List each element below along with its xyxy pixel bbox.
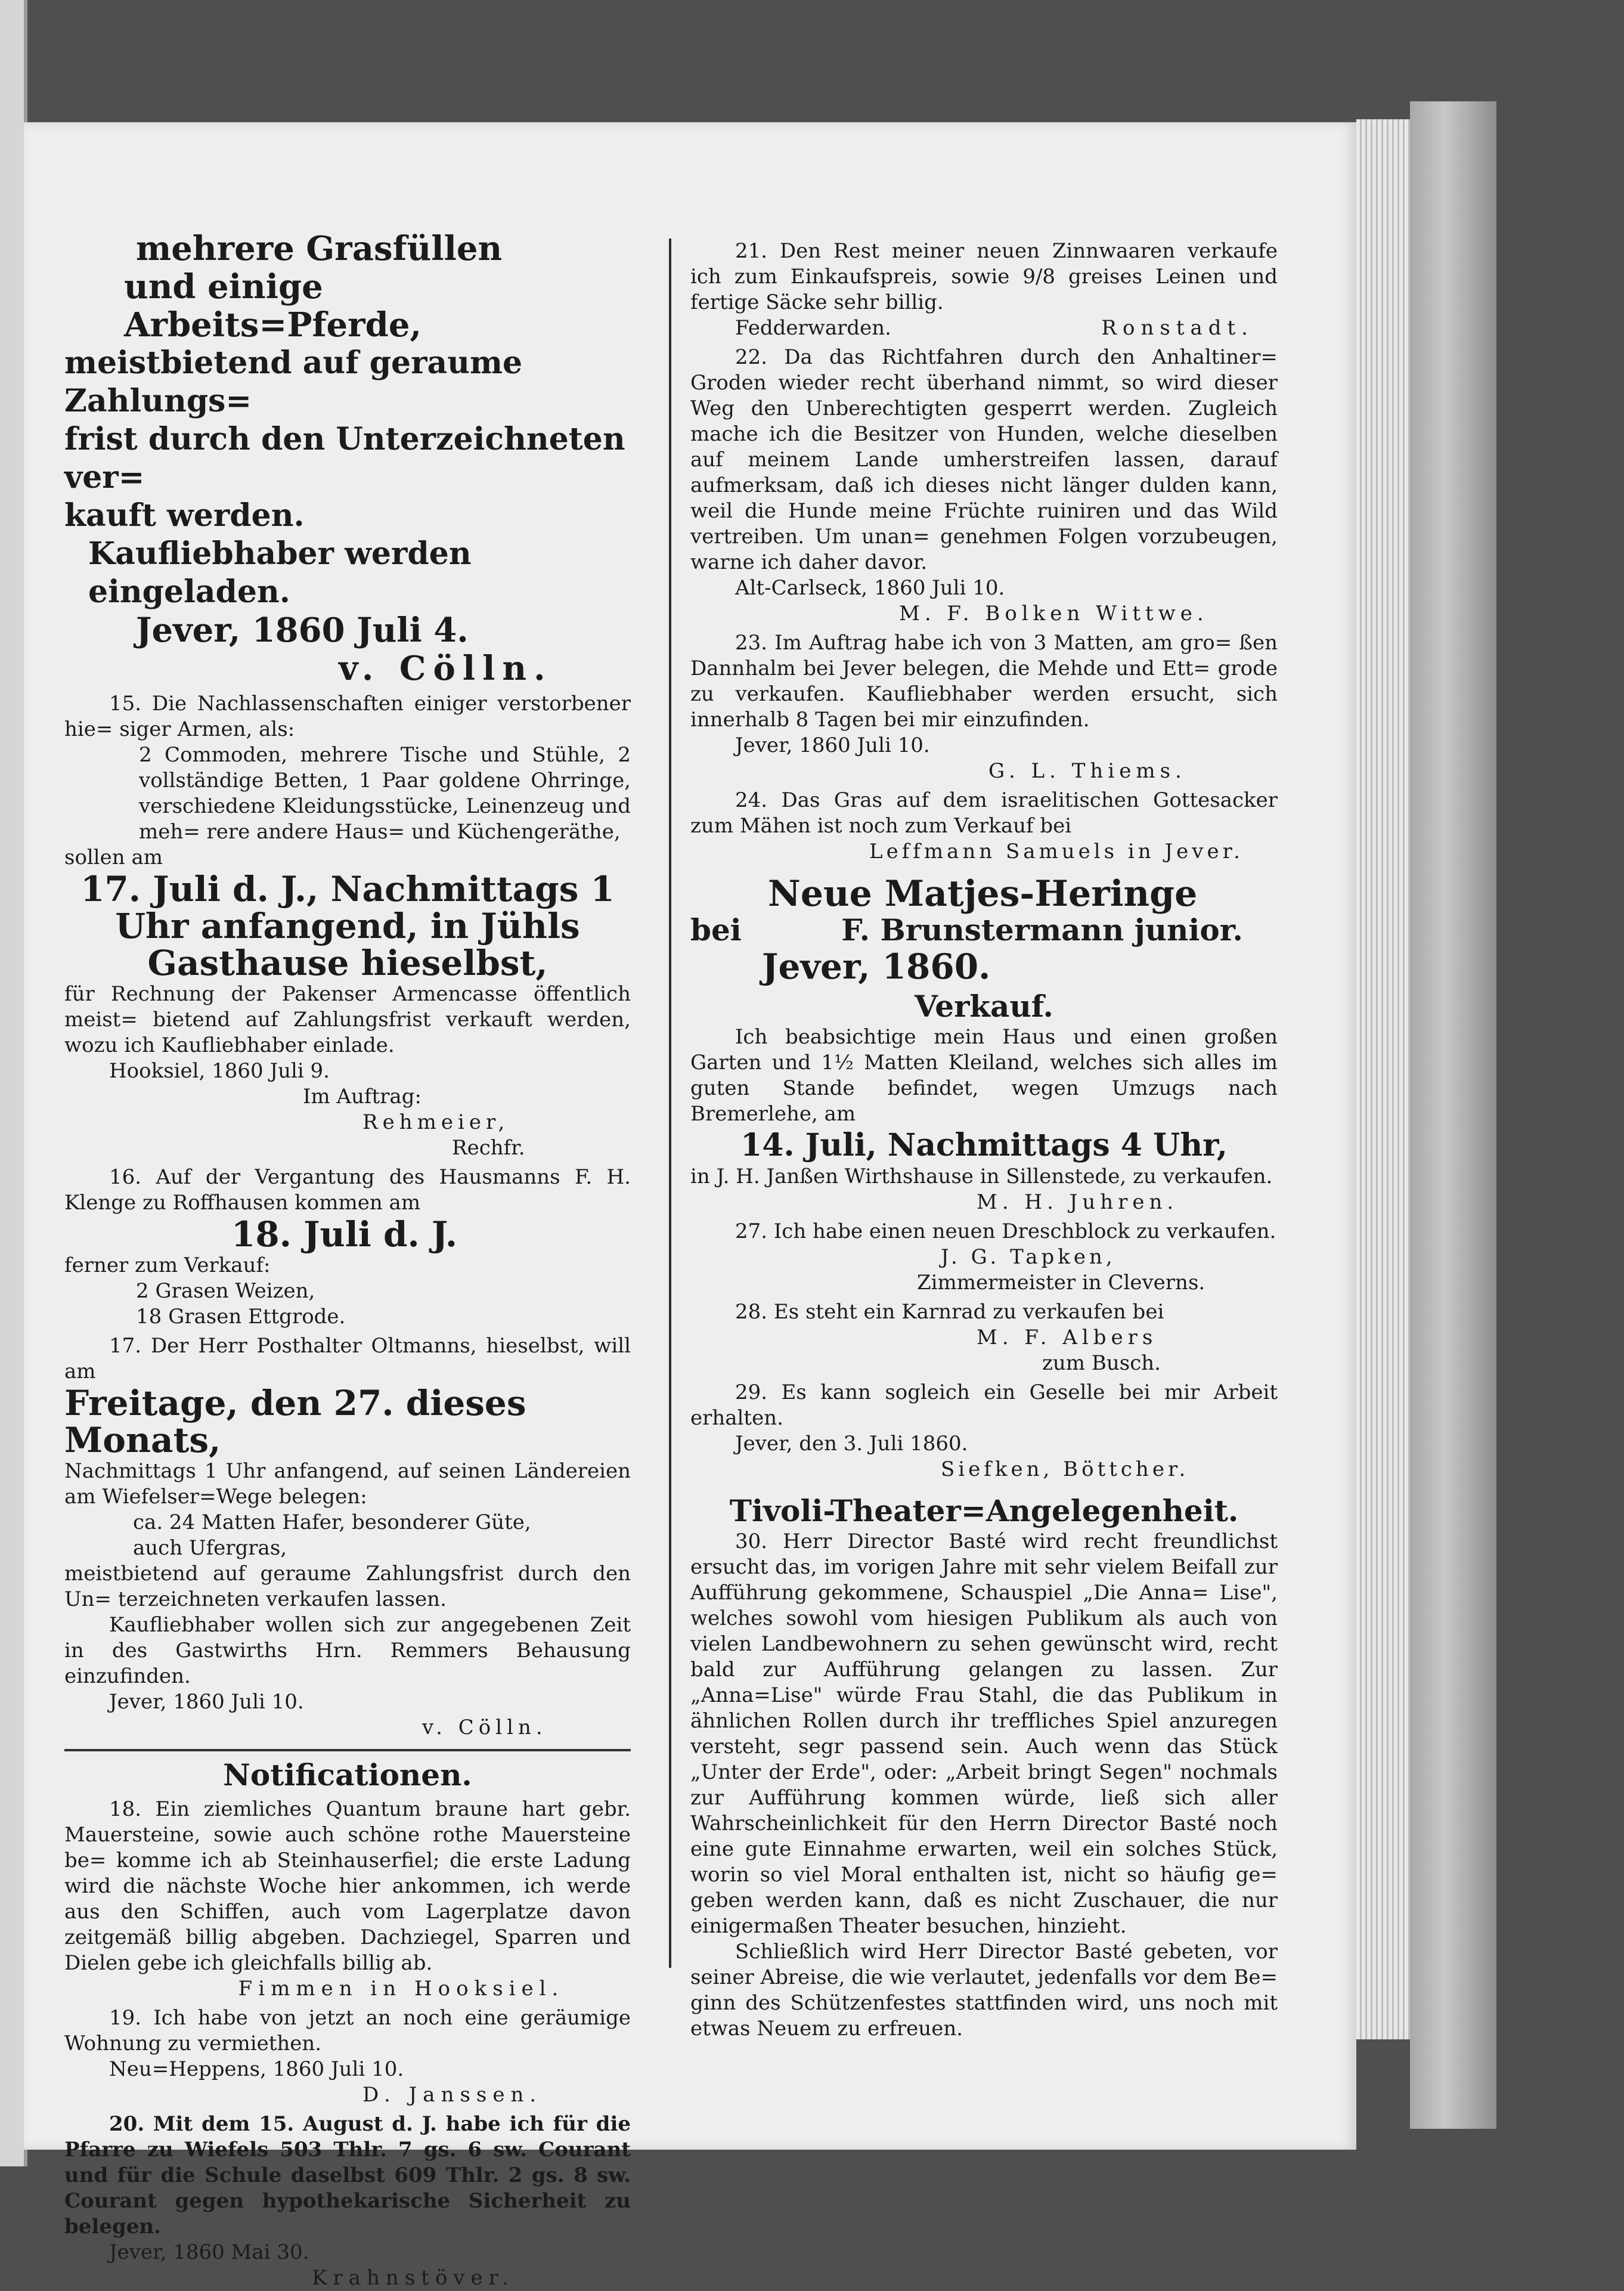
notice-29 bbox=[690, 1380, 1278, 1482]
notificationen-heading: Notificationen. bbox=[223, 1757, 472, 1792]
notice-signature: v. Cölln. bbox=[422, 1716, 547, 1739]
notice-intro: 17. Der Herr Posthalter Oltmanns, hieselbst, will am bbox=[64, 1334, 631, 1383]
notice-date: 18. Juli d. J. bbox=[231, 1214, 458, 1255]
notice-body: 30. Herr Director Basté wird recht freundlichst ersucht das, im vorigen Jahre mit sehr vielem Beifall zur Aufführung gekommene, Schauspiel „Die Anna= Lise", welches sowohl vom hiesigen Publikum als auch von vielen Landbewohnern zu sehen gewünscht wird, recht bald zur Aufführung gelangen zu lassen. Zur „Anna=Lise" würde Frau Stahl, die das Publikum in ähnlichen Rollen durch ihr treffliches Spiel anzuregen versteht, segr passend sein. Auch wenn das Stück „Unter der Erde", oder: „Arbeit bringt Segen" nochmals zur Aufführung kommen würde, ließ sich aller Wahrscheinlichkeit für den Herrn Director Basté noch eine gute Einnahme erwarten, weil ein solches Stück, worin so viel Moral enthalten ist, nicht so häufig ge= geben werden kann, daß es nicht Zuschauer, die nur einigermaßen Theater besuchen, hinzieht. bbox=[690, 1530, 1278, 1938]
right-column bbox=[690, 239, 1278, 2042]
notice-line: und einige Arbeits=Pferde, bbox=[124, 267, 422, 345]
notice-intro: 16. Auf der Vergantung des Hausmanns F. H. Klenge zu Roffhausen kommen am bbox=[64, 1165, 631, 1215]
heringe-title: Neue Matjes-Heringe bbox=[768, 873, 1198, 915]
notice-role: zum Busch. bbox=[1042, 1351, 1161, 1375]
notice-date: Freitage, den 27. dieses Monats, bbox=[64, 1383, 526, 1460]
notice-23 bbox=[690, 630, 1278, 784]
notice-place: Alt-Carlseck, 1860 Juli 10. bbox=[735, 576, 1005, 600]
notice-line: Kaufliebhaber werden eingeladen. bbox=[88, 535, 472, 610]
notice-body: meistbietend auf geraume Zahlungsfrist durch den Un= terzeichneten verkaufen lassen. bbox=[64, 1562, 631, 1611]
notice-body: Nachmittags 1 Uhr anfangend, auf seinen Ländereien am Wiefelser=Wege belegen: bbox=[64, 1459, 631, 1509]
notice-body: 24. Das Gras auf dem israelitischen Gottesacker zum Mähen ist noch zum Verkauf bei bbox=[690, 788, 1278, 838]
notice-signature: Fimmen in Hooksiel. bbox=[238, 1977, 565, 2001]
notice-line: mehrere Grasfüllen bbox=[136, 229, 503, 268]
notice-body: 22. Da das Richtfahren durch den Anhaltiner= Groden wieder recht überhand nimmt, so wird dieser Weg den Unberechtigten gesperrt werden. Zugleich mache ich die Besitzer von Hunden, welche dieselben auf meinem Lande umherstreifen lassen, darauf aufmerksam, daß ich dieses nicht länger dulden kann, weil die Hunde meine Früchte ruiniren und das Wild vertreiben. Um unan= genehmen Folgen vorzubeugen, warne ich daher davor. bbox=[690, 345, 1278, 574]
notice-body: 28. Es steht ein Karnrad zu verkaufen bei bbox=[735, 1300, 1164, 1324]
notice-place: Jever, 1860 Mai 30. bbox=[109, 2240, 309, 2264]
notice-signature: v. Cölln. bbox=[339, 649, 553, 688]
notice-signature: Rehmeier, bbox=[362, 1110, 510, 1134]
notice-27 bbox=[690, 1219, 1278, 1296]
notice-body: Schließlich wird Herr Director Basté gebeten, vor seiner Abreise, die wie verlautet, jedenfalls vor dem Be= ginn des Schützenfestes stattfinden wird, uns noch mit etwas Neuem zu erfreuen. bbox=[690, 1940, 1278, 2041]
notice-place: Hooksiel, 1860 Juli 9. bbox=[109, 1059, 330, 1083]
notice-am: sollen am bbox=[64, 846, 163, 869]
notice-24 bbox=[690, 788, 1278, 865]
notice-place: Jever, den 3. Juli 1860. bbox=[735, 1432, 968, 1456]
notice-body: ca. 24 Matten Hafer, besonderer Güte, bbox=[133, 1510, 531, 1534]
notice-signature: G. L. Thiems. bbox=[988, 759, 1186, 783]
notice-body: 18 Grasen Ettgrode. bbox=[136, 1305, 346, 1329]
notice-body: 19. Ich habe von jetzt an noch eine geräumige Wohnung zu vermiethen. bbox=[64, 2006, 631, 2055]
notice-signature: D. Janssen. bbox=[362, 2083, 543, 2107]
notice-20 bbox=[64, 2112, 631, 2291]
section-rule bbox=[64, 1749, 631, 1751]
notice-signature: Siefken, Böttcher. bbox=[941, 1457, 1189, 1481]
tivoli-heading: Tivoli-Theater=Angelegenheit. bbox=[729, 1493, 1239, 1528]
notice-role: Rechfr. bbox=[452, 1136, 525, 1160]
notice-place: Neu=Heppens, 1860 Juli 10. bbox=[109, 2057, 404, 2081]
notice-line: Jever, 1860 Juli 4. bbox=[136, 611, 469, 650]
notice-body: 21. Den Rest meiner neuen Zinnwaaren verkaufe ich zum Einkaufspreis, sowie 9/8 greises Leinen und fertige Säcke sehr billig. bbox=[690, 239, 1278, 314]
page-stack-edges bbox=[1356, 119, 1410, 2039]
book-spine bbox=[1410, 101, 1496, 2129]
notice-body: 20. Mit dem 15. August d. J. habe ich für die Pfarre zu Wiefels 503 Thlr. 7 gs. 6 sw. Courant und für die Schule daselbst 609 Thlr. 2 gs. 8 sw. Courant gegen hypothekarische Sicherheit zu belegen. bbox=[64, 2112, 631, 2239]
heringe-place: Jever, 1860. bbox=[762, 946, 991, 987]
left-column bbox=[64, 230, 631, 2291]
notice-place: Fedderwarden. bbox=[735, 316, 891, 340]
notice-28 bbox=[690, 1299, 1278, 1376]
notice-15 bbox=[64, 691, 631, 1161]
notice-line: meistbietend auf geraume Zahlungs= bbox=[64, 345, 523, 419]
notice-30 bbox=[690, 1529, 1278, 2042]
notice-body: Ich beabsichtige mein Haus und einen großen Garten und 1½ Matten Kleiland, welches sich alles im guten Stande befindet, wegen Umzugs nach Bremerlehe, am bbox=[690, 1025, 1278, 1126]
notice-heringe bbox=[690, 875, 1278, 985]
notice-body: für Rechnung der Pakenser Armencasse öffentlich meist= bietend auf Zahlungsfrist verkauft werden, wozu ich Kaufliebhaber einlade. bbox=[64, 982, 631, 1057]
notice-signature: J. G. Tapken, bbox=[941, 1245, 1116, 1269]
notice-signature: M. H. Juhren. bbox=[977, 1190, 1179, 1214]
column-divider bbox=[669, 239, 671, 1968]
notice-place: in J. H. Janßen Wirthshause in Sillenstede, zu verkaufen. bbox=[690, 1165, 1273, 1188]
notice-auftrag: Im Auftrag: bbox=[303, 1085, 422, 1109]
notice-signature: Krahnstöver. bbox=[312, 2266, 515, 2290]
notice-19 bbox=[64, 2005, 631, 2108]
notice-intro: 15. Die Nachlassenschaften einiger verstorbener hie= siger Armen, als: bbox=[64, 692, 631, 741]
notice-signature: M. F. Albers bbox=[977, 1326, 1158, 1349]
notice-body: 27. Ich habe einen neuen Dreschblock zu verkaufen. bbox=[735, 1219, 1276, 1243]
notice-date: 17. Juli d. J., Nachmittags 1 Uhr anfangend, in Jühls Gasthause hieselbst, bbox=[80, 869, 615, 983]
notice-role: Zimmermeister in Cleverns. bbox=[917, 1271, 1205, 1295]
notice-21 bbox=[690, 239, 1278, 341]
notice-18 bbox=[64, 1797, 631, 2002]
notice-grasfuellen bbox=[64, 230, 631, 688]
notice-signature: Ronstadt. bbox=[1101, 316, 1254, 340]
notice-body: 23. Im Auftrag habe ich von 3 Matten, am gro= ßen Dannhalm bei Jever belegen, die Mehde und Ett= grode zu verkaufen. Kaufliebhaber werden ersucht, sich innerhalb 8 Tagen bei mir einzufinden. bbox=[690, 631, 1278, 732]
notice-signature: M. F. Bolken Wittwe. bbox=[899, 602, 1208, 626]
notice-date: 14. Juli, Nachmittags 4 Uhr, bbox=[740, 1127, 1228, 1163]
heringe-bei: bei bbox=[690, 912, 742, 948]
notice-16 bbox=[64, 1165, 631, 1330]
notice-verkauf bbox=[690, 989, 1278, 1215]
heringe-seller: F. Brunstermann junior. bbox=[841, 912, 1243, 948]
notice-body: 18. Ein ziemliches Quantum braune hart gebr. Mauersteine, sowie auch schöne rothe Mauersteine be= komme ich ab Steinhauserfiel; die erste Ladung wird die nächste Woche hier ankommen, ich werde aus den Schiffen, auch vom Lagerplatze davon zeitgemäß billig abgeben. Dachziegel, Sparren und Dielen gebe ich gleichfalls billig ab. bbox=[64, 1797, 631, 1975]
notice-place: Jever, 1860 Juli 10. bbox=[735, 733, 930, 757]
notice-body: Kaufliebhaber wollen sich zur angegebenen Zeit in des Gastwirths Hrn. Remmers Behausung einzufinden. bbox=[64, 1613, 631, 1688]
notice-body: 29. Es kann sogleich ein Geselle bei mir Arbeit erhalten. bbox=[690, 1380, 1278, 1430]
verkauf-heading: Verkauf. bbox=[915, 989, 1053, 1024]
notice-17 bbox=[64, 1333, 631, 1741]
notice-place: Jever, 1860 Juli 10. bbox=[109, 1690, 304, 1714]
notice-items: 2 Commoden, mehrere Tische und Stühle, 2 vollständige Betten, 1 Paar goldene Ohrringe, verschiedene Kleidungsstücke, Leinenzeug und meh= rere andere Haus= und Küchengeräthe, bbox=[139, 743, 631, 844]
notice-line: kauft werden. bbox=[64, 497, 305, 534]
notice-body: auch Ufergras, bbox=[133, 1536, 287, 1560]
notice-line: frist durch den Unterzeichneten ver= bbox=[64, 421, 625, 496]
notice-body: ferner zum Verkauf: bbox=[64, 1253, 271, 1277]
notice-body: 2 Grasen Weizen, bbox=[136, 1279, 315, 1303]
notice-signature: Leffmann Samuels in Jever. bbox=[869, 840, 1244, 863]
notice-22 bbox=[690, 345, 1278, 627]
